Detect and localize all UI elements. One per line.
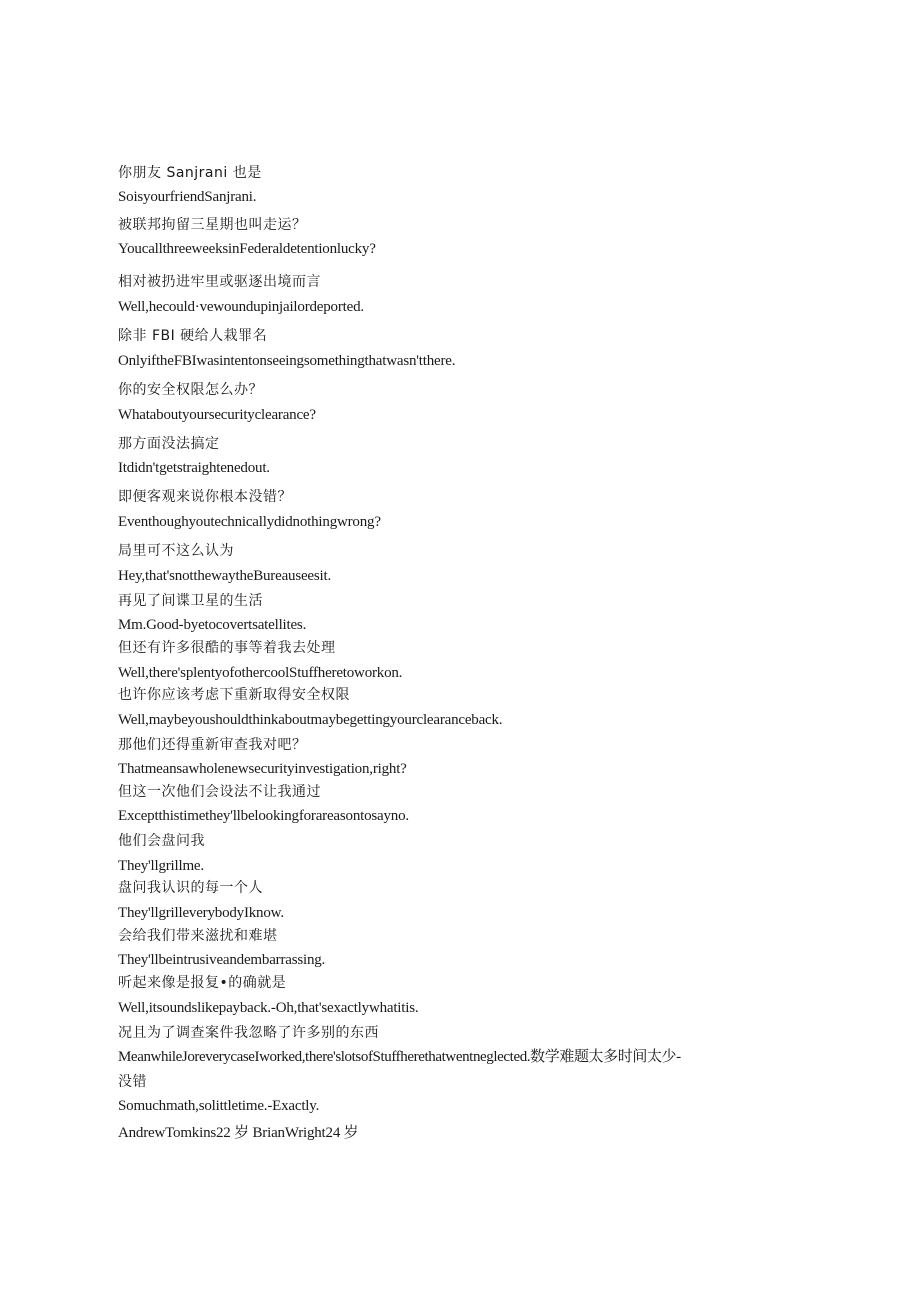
subtitle-line-en: Hey,that'snotthewaytheBureauseesit.: [118, 568, 331, 584]
subtitle-line-zh: 盘问我认识的每一个人: [118, 880, 263, 896]
subtitle-line-en: Itdidn'tgetstraightenedout.: [118, 460, 270, 476]
subtitle-line-zh: 被联邦拘留三星期也叫走运？: [118, 217, 307, 233]
subtitle-line-zh: 会给我们带来滋扰和难堪: [118, 928, 278, 944]
subtitle-line-en: Exceptthistimethey'llbelookingforareasontosayno.: [118, 808, 409, 824]
subtitle-line-zh: 相对被扔进牢里或驱逐出境而言: [118, 274, 321, 290]
subtitle-line-en: YoucallthreeweeksinFederaldetentionlucky?: [118, 241, 376, 257]
subtitle-line-zh: 但还有许多很酷的事等着我去处理: [118, 640, 336, 656]
subtitle-line-zh: 那他们还得重新审查我对吧？: [118, 737, 307, 753]
subtitle-line-mixed: MeanwhileJoreverycaseIworked,there'slotsofStuffherethatwentneglected.数学难题太多时间太少-: [118, 1049, 681, 1065]
subtitle-line-en: Thatmeansawholenewsecurityinvestigation,right?: [118, 761, 407, 777]
subtitle-line-en: Eventhoughyoutechnicallydidnothingwrong?: [118, 514, 381, 530]
subtitle-line-en: SoisyourfriendSanjrani.: [118, 189, 257, 205]
subtitle-line-en: Well,itsoundslikepayback.-Oh,that'sexactlywhatitis.: [118, 1000, 419, 1016]
subtitle-line-zh: 但这一次他们会设法不让我通过: [118, 784, 321, 800]
credits-line: AndrewTomkins22 岁 BrianWright24 岁: [118, 1125, 359, 1141]
subtitle-line-zh: 没错: [118, 1074, 147, 1090]
subtitle-line-en: Well,maybeyoushouldthinkaboutmaybegettingyourclearanceback.: [118, 712, 503, 728]
subtitle-line-en: They'llbeintrusiveandembarrassing.: [118, 952, 326, 968]
subtitle-line-zh: 那方面没法搞定: [118, 436, 220, 452]
subtitle-line-zh: 除非 FBI 硬给人栽罪名: [118, 328, 268, 344]
subtitle-line-en: They'llgrillme.: [118, 858, 204, 874]
subtitle-line-en: Whataboutyoursecurityclearance?: [118, 407, 316, 423]
subtitle-line-zh: 再见了间谍卫星的生活: [118, 593, 263, 609]
subtitle-line-en: Well,hecould·vewoundupinjailordeported.: [118, 299, 364, 315]
subtitle-line-zh: 也许你应该考虑下重新取得安全权限: [118, 687, 350, 703]
subtitle-line-en: OnlyiftheFBIwasintentonseeingsomethingthatwasn'tthere.: [118, 353, 456, 369]
subtitle-line-en: They'llgrilleverybodyIknow.: [118, 905, 284, 921]
subtitle-line-en: Somuchmath,solittletime.-Exactly.: [118, 1098, 320, 1114]
subtitle-line-en: Well,there'splentyofothercoolStuffheretoworkon.: [118, 665, 403, 681]
subtitle-line-en: Mm.Good-byetocovertsatellites.: [118, 617, 307, 633]
subtitle-line-zh: 况且为了调查案件我忽略了许多别的东西: [118, 1025, 379, 1041]
subtitle-line-zh: 即便客观来说你根本没错？: [118, 489, 292, 505]
subtitle-line-zh: 听起来像是报复•的确就是: [118, 975, 287, 991]
subtitle-line-zh: 局里可不这么认为: [118, 543, 234, 559]
subtitle-line-zh: 你朋友 Sanjrani 也是: [118, 165, 262, 181]
subtitle-line-zh: 你的安全权限怎么办？: [118, 382, 263, 398]
subtitle-line-zh: 他们会盘问我: [118, 833, 205, 849]
